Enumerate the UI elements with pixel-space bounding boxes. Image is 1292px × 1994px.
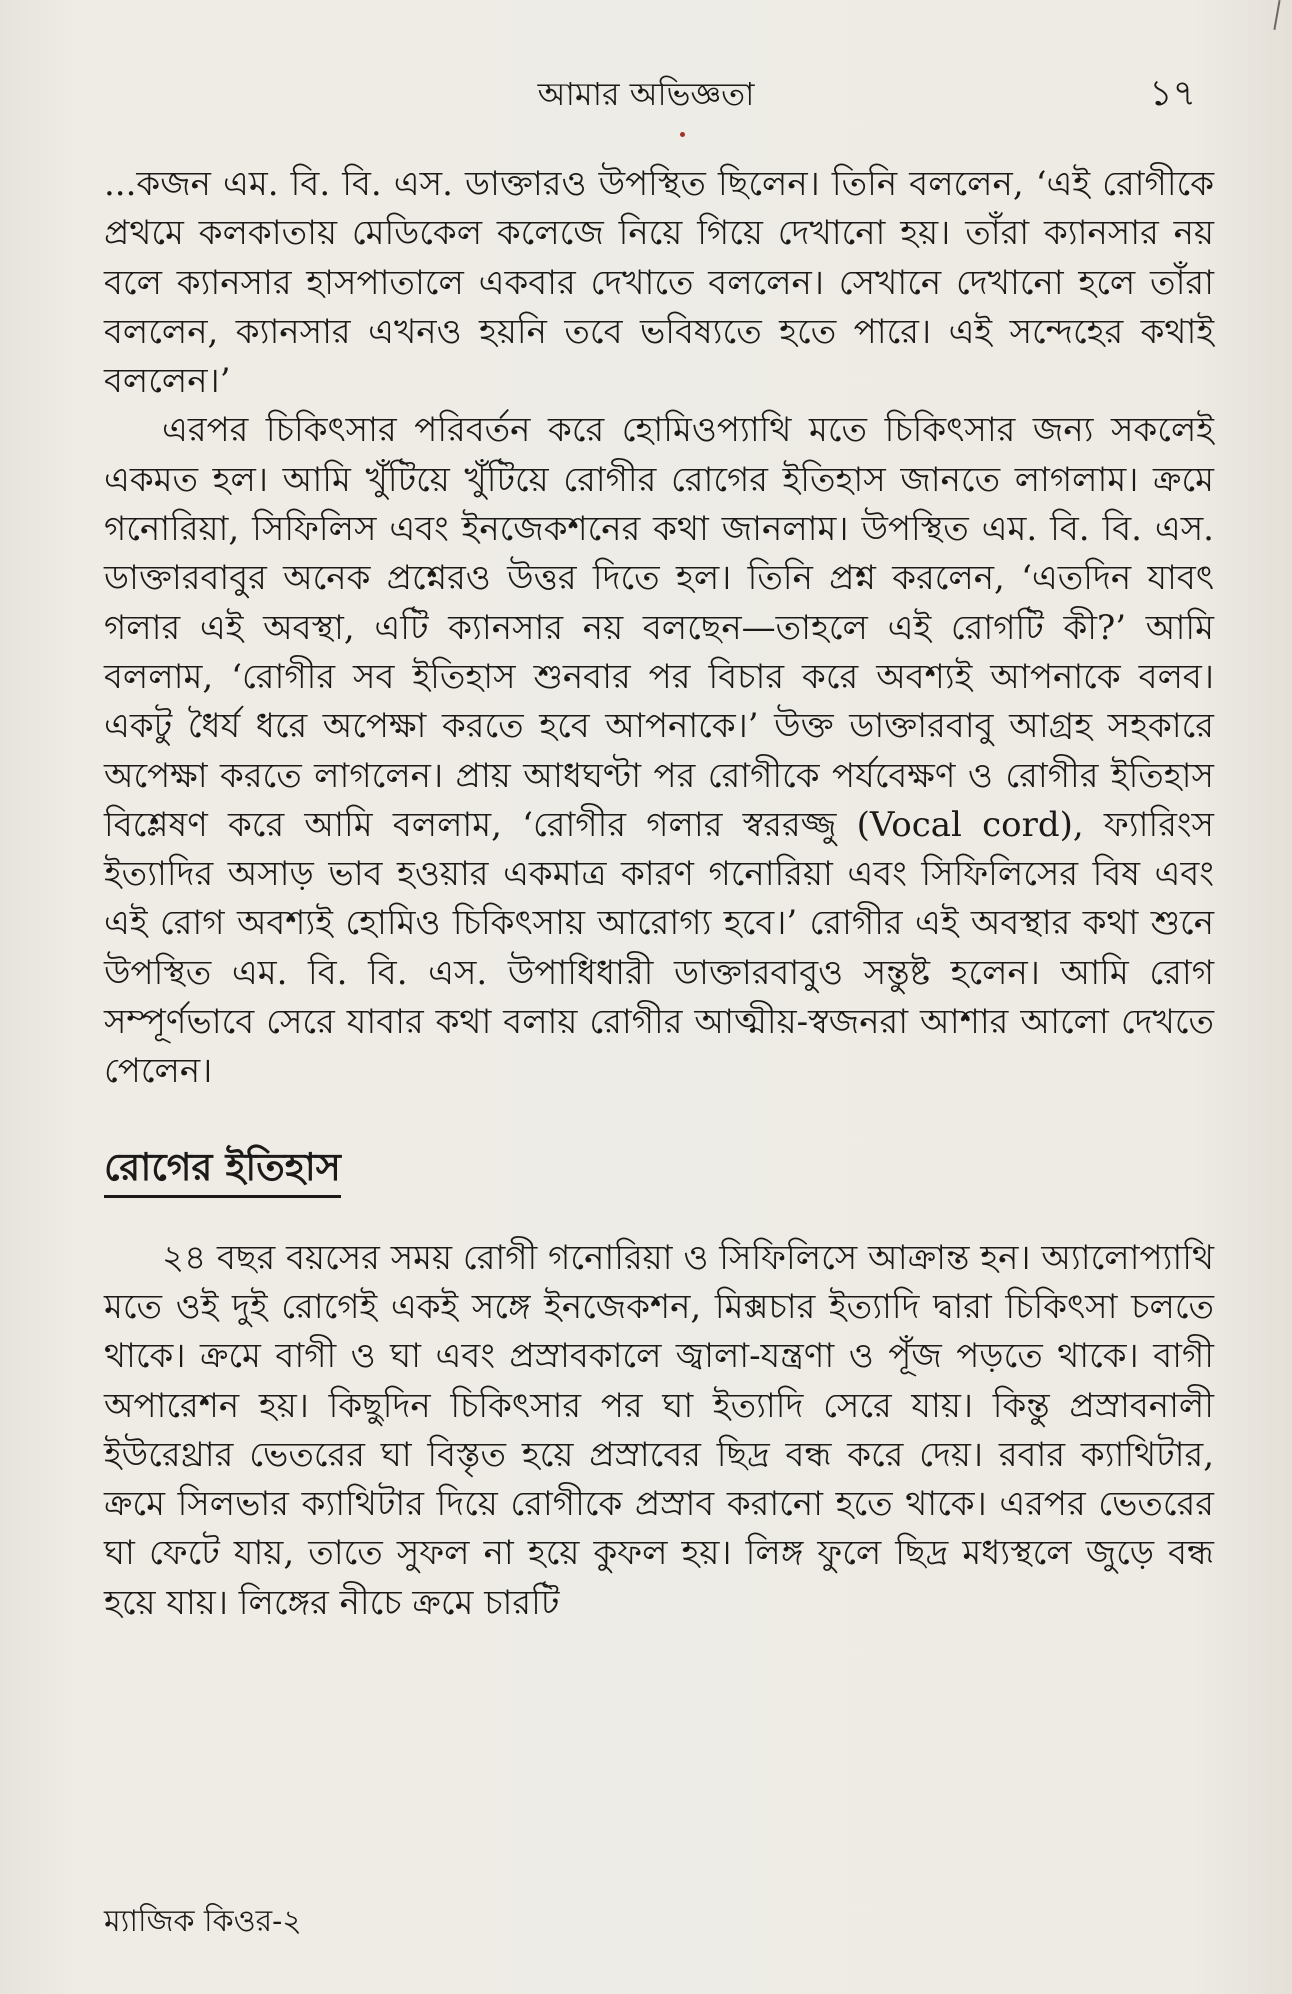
running-title: আমার অভিজ্ঞতা [537, 75, 755, 113]
paragraph-continued: ...কজন এম. বি. বি. এস. ডাক্তারও উপস্থিত ছিলেন। তিনি বললেন, ‘এই রোগীকে প্রথমে কলকাতায় মেডিকেল কলেজে নিয়ে গিয়ে দেখানো হয়। তাঁরা ক্যানসার নয় বলে ক্যানসার হাসপাতালে একবার দেখাতে বললেন। সেখানে দেখানো হলে তাঁরা বললেন, ক্যানসার এখনও হয়নি তবে ভবিষ্যতে হতে পারে। এই সন্দেহের কথাই বললেন।’ [104, 164, 1214, 402]
signature-mark: ম্যাজিক কিওর-২ [104, 1904, 302, 1939]
paragraph-treatment: এরপর চিকিৎসার পরিবর্তন করে হোমিওপ্যাথি মতে চিকিৎসার জন্য সকলেই একমত হল। আমি খুঁটিয়ে খুঁটিয়ে রোগীর রোগের ইতিহাস জানতে লাগলাম। ক্রমে গনোরিয়া, সিফিলিস এবং ইনজেকশনের কথা জানলাম। উপস্থিত এম. বি. বি. এস. ডাক্তারবাবুর অনেক প্রশ্নেরও উত্তর দিতে হল। তিনি প্রশ্ন করলেন, ‘এতদিন যাবৎ গলার এই অবস্থা, এটি ক্যানসার নয় বলছেন—তাহলে এই রোগটি কী?’ আমি বললাম, ‘রোগীর সব ইতিহাস শুনবার পর বিচার করে অবশ্যই আপনাকে বলব। একটু ধৈর্য ধরে অপেক্ষা করতে হবে আপনাকে।’ উক্ত ডাক্তারবাবু আগ্রহ সহকারে অপেক্ষা করতে লাগলেন। প্রায় আধঘণ্টা পর রোগীকে পর্যবেক্ষণ ও রোগীর ইতিহাস বিশ্লেষণ করে আমি বললাম, ‘রোগীর গলার স্বররজ্জু (Vocal cord), ফ্যারিংস ইত্যাদির অসাড় ভাব হওয়ার একমাত্র কারণ গনোরিয়া এবং সিফিলিসের বিষ এবং এই রোগ অবশ্যই হোমিও চিকিৎসায় আরোগ্য হবে।’ রোগীর এই অবস্থার কথা শুনে উপস্থিত এম. বি. বি. এস. উপাধিধারী ডাক্তারবাবুও সন্তুষ্ট হলেন। আমি রোগ সম্পূর্ণভাবে সেরে যাবার কথা বলায় রোগীর আত্মীয়-স্বজনরা আশার আলো দেখতে পেলেন। [104, 410, 1214, 1092]
running-header [0, 64, 1292, 124]
page-edge-mark [1273, 0, 1280, 30]
section-heading: রোগের ইতিহাস [104, 1141, 341, 1198]
paragraph-history: ২৪ বছর বয়সের সময় রোগী গনোরিয়া ও সিফিলিসে আক্রান্ত হন। অ্যালোপ্যাথি মতে ওই দুই রোগেই একই সঙ্গে ইনজেকশন, মিক্সচার ইত্যাদি দ্বারা চিকিৎসা চলতে থাকে। ক্রমে বাগী ও ঘা এবং প্রস্রাবকালে জ্বালা-যন্ত্রণা ও পূঁজ পড়তে থাকে। বাগী অপারেশন হয়। কিছুদিন চিকিৎসার পর ঘা ইত্যাদি সেরে যায়। কিন্তু প্রস্রাবনালী ইউরেথ্রার ভেতরের ঘা বিস্তৃত হয়ে প্রস্রাবের ছিদ্র বন্ধ করে দেয়। রবার ক্যাথিটার, ক্রমে সিলভার ক্যাথিটার দিয়ে রোগীকে প্রস্রাব করানো হতে থাকে। এরপর ভেতরের ঘা ফেটে যায়, তাতে সুফল না হয়ে কুফল হয়। লিঙ্গ ফুলে ছিদ্র মধ্যস্থলে জুড়ে বন্ধ হয়ে যায়। লিঙ্গের নীচে ক্রমে চারটি [104, 1237, 1214, 1623]
body-text [104, 160, 1214, 1628]
page-number: ১৭ [1149, 73, 1196, 114]
ink-speck [680, 132, 685, 137]
